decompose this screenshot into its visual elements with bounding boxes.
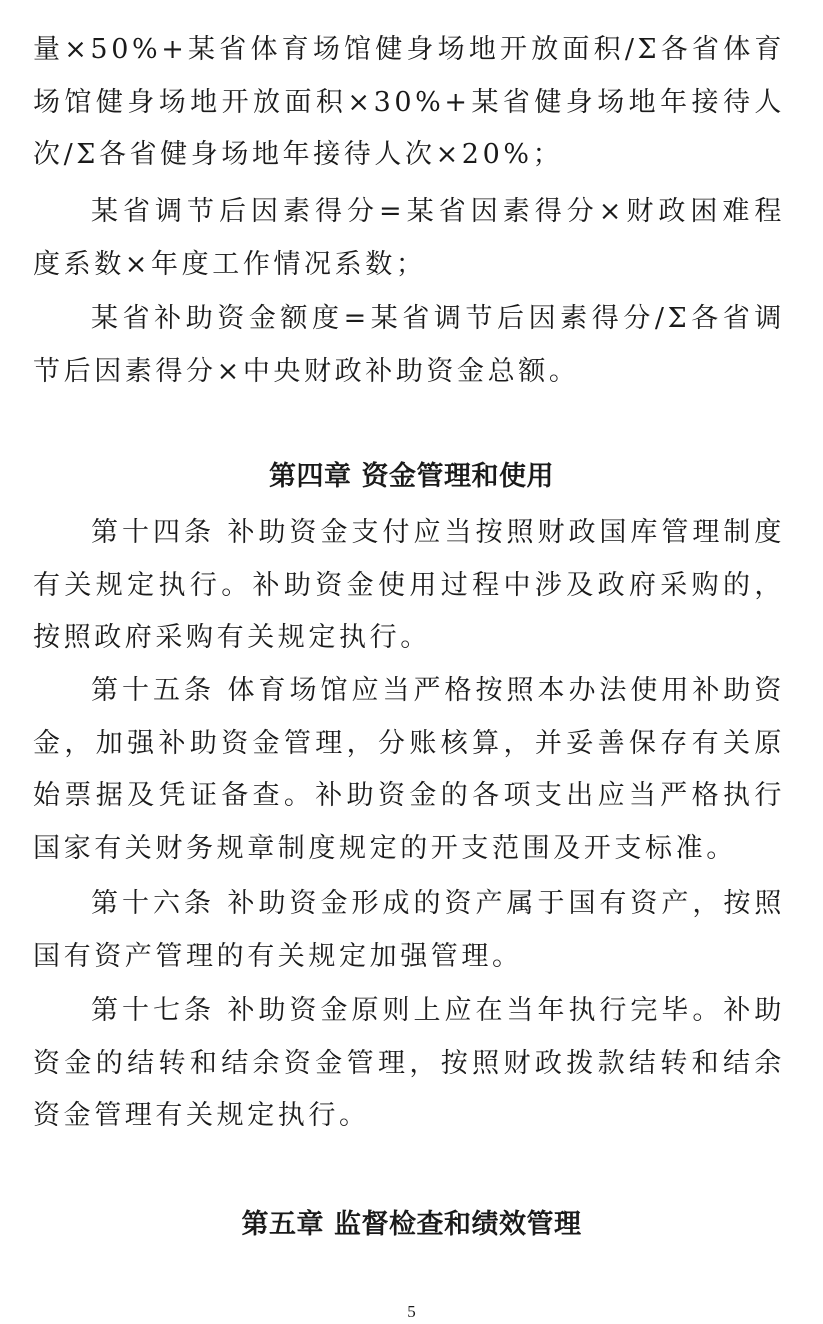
- article-17-paragraph: 第十七条 补助资金原则上应在当年执行完毕。补助资金的结转和结余资金管理，按照财政拨款结转和结余资金管理有关规定执行。: [33, 995, 785, 1131]
- article-16-paragraph: 第十六条 补助资金形成的资产属于国有资产，按照国有资产管理的有关规定加强管理。: [33, 888, 785, 972]
- subsidy-amount-formula-paragraph: 某省补助资金额度=某省调节后因素得分/Σ各省调节后因素得分×中央财政补助资金总额。: [33, 303, 785, 387]
- article-14-paragraph: 第十四条 补助资金支付应当按照财政国库管理制度有关规定执行。补助资金使用过程中涉及政府采购的，按照政府采购有关规定执行。: [33, 517, 785, 653]
- formula-continuation-paragraph: 量×50%+某省体育场馆健身场地开放面积/Σ各省体育场馆健身场地开放面积×30%+某省健身场地年接待人次/Σ各省健身场地年接待人次×20%；: [33, 34, 785, 170]
- page-number: 5: [407, 1302, 416, 1321]
- chapter-5-title: 第五章 监督检查和绩效管理: [241, 1209, 582, 1240]
- adjusted-score-formula-paragraph: 某省调节后因素得分=某省因素得分×财政困难程度系数×年度工作情况系数；: [33, 196, 785, 280]
- article-15-paragraph: 第十五条 体育场馆应当严格按照本办法使用补助资金，加强补助资金管理，分账核算，并妥善保存有关原始票据及凭证备查。补助资金的各项支出应当严格执行国家有关财务规章制度规定的开支范围及开支标准。: [33, 675, 785, 864]
- chapter-4-title: 第四章 资金管理和使用: [269, 461, 554, 492]
